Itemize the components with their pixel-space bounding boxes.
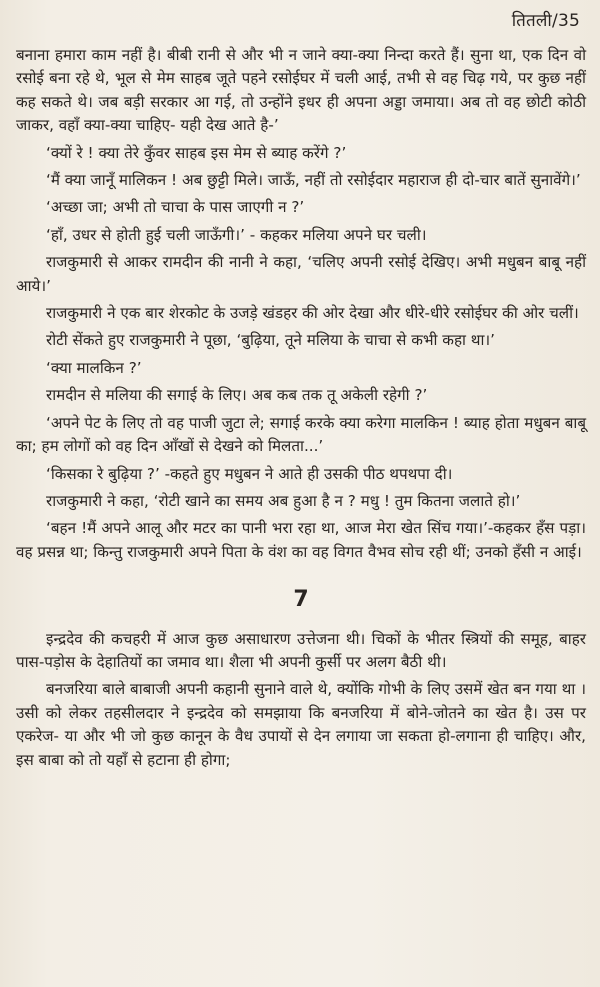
paragraph: राजकुमारी ने एक बार शेरकोट के उजड़े खंडहर की ओर देखा और धीरे-धीरे रसोईघर की ओर चलीं। — [46, 304, 579, 323]
chapter-number: 7 — [293, 587, 309, 613]
paragraph: ‘अपने पेट के लिए तो वह पाजी जुटा ले; सगाई करके क्या करेगा मालकिन ! ब्याह होता मधुबन बाबू का; हम लोगों को वह दिन आँखों से देखने को मिलता...’ — [16, 413, 586, 456]
body-text — [16, 44, 586, 776]
paragraph: ‘बहन !मैं अपने आलू और मटर का पानी भरा रहा था, आज मेरा खेत सिंच गया।’-कहकर हँस पड़ा। वह प्रसन्न था; किन्तु राजकुमारी अपने पिता के वंश का वह विगत वैभव सोच रही थीं; उनको हँसी न आई। — [16, 519, 586, 561]
paragraph: ‘अच्छा जा; अभी तो चाचा के पास जाएगी न ?’ — [46, 198, 305, 217]
paragraph: ‘क्यों रे ! क्या तेरे कुँवर साहब इस मेम से ब्याह करेंगे ?’ — [46, 143, 347, 162]
paragraph: रोटी सेंकते हुए राजकुमारी ने पूछा, ‘बुढ़िया, तूने मलिया के चाचा से कभी कहा था।’ — [46, 331, 496, 350]
paragraph: ‘हाँ, उधर से होती हुई चली जाऊँगी।’ - कहकर मलिया अपने घर चली। — [46, 225, 427, 244]
paragraph: बनजरिया बाले बाबाजी अपनी कहानी सुनाने वाले थे, क्योंकि गोभी के लिए उसमें खेत बन गया था । उसी को लेकर तहसीलदार ने इन्द्रदेव को समझाया कि बनजरिया में बोने-जोतने का खेत है। उस पर एकरेज- या और भी जो कुछ कानून के वैध उपायों से देन लगाया जा सकता हो-लगाना ही चाहिए। और, इस बाबा को तो यहाँ से हटाना ही होगा; — [16, 680, 586, 769]
paragraph: बनाना हमारा काम नहीं है। बीबी रानी से और भी न जाने क्या-क्या निन्दा करते हैं। सुना था, एक दिन वो रसोई बना रहे थे, भूल से मेम साहब जूते पहने रसोईघर में चली आई, तभी से वह चिढ़ गये, पर कुछ नहीं कह सकते थे। जब बड़ी सरकार आ गई, तो उन्होंने इधर ही अपना अड्डा जमाया। अब तो वह छोटी कोठी जाकर, वहाँ क्या-क्या चाहिए- यही देख आते है-’ — [16, 46, 586, 135]
paragraph: राजकुमारी से आकर रामदीन की नानी ने कहा, ‘चलिए अपनी रसोई देखिए। अभी मधुबन बाबू नहीं आये।’ — [16, 253, 586, 295]
paragraph: ‘किसका रे बुढ़िया ?’ -कहते हुए मधुबन ने आते ही उसकी पीठ थपथपा दी। — [46, 464, 453, 483]
paragraph: ‘मैं क्या जानूँ मालिकन ! अब छुट्टी मिले। जाऊँ, नहीं तो रसोईदार महाराज ही दो-चार बातें सुनावेंगे।’ — [46, 171, 581, 190]
running-header: तितली/35 — [511, 11, 580, 31]
paragraph: ‘क्या मालकिन ?’ — [46, 358, 142, 377]
paragraph: इन्द्रदेव की कचहरी में आज कुछ असाधारण उत्तेजना थी। चिकों के भीतर स्त्रियों की समूह, बाहर पास-पड़ोस के देहातियों का जमाव था। शैला भी अपनी कुर्सी पर अलग बैठी थी। — [16, 629, 586, 671]
paragraph: रामदीन से मलिया की सगाई के लिए। अब कब तक तू अकेली रहेगी ?’ — [46, 386, 428, 405]
paragraph: राजकुमारी ने कहा, ‘रोटी खाने का समय अब हुआ है न ? मधु ! तुम कितना जलाते हो।’ — [46, 491, 521, 510]
